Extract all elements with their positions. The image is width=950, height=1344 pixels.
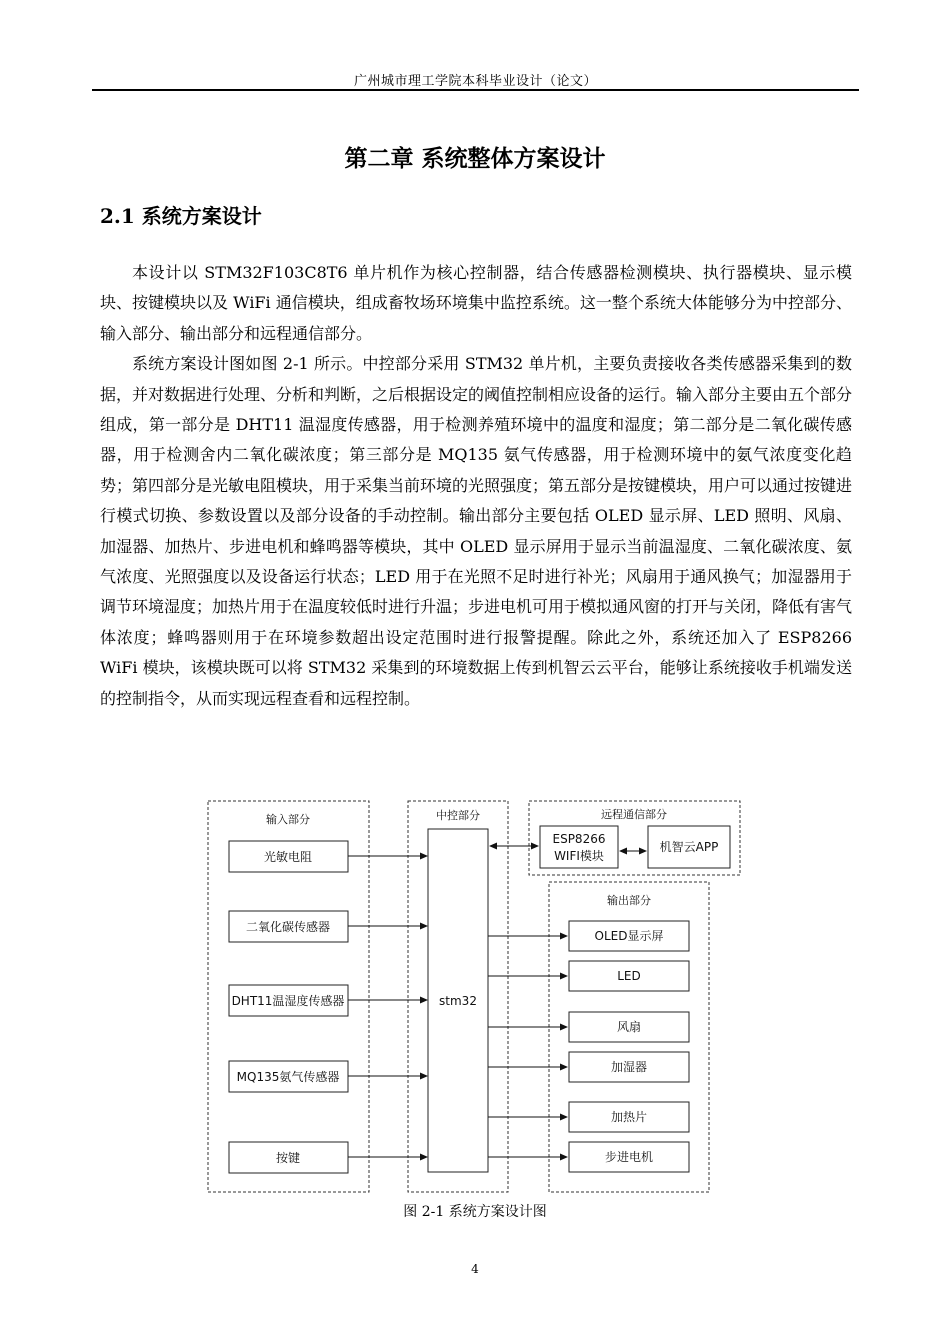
paragraph-1: 本设计以 STM32F103C8T6 单片机作为核心控制器，结合传感器检测模块、执行器模块、显示模块、按键模块以及 WiFi 通信模块，组成畜牧场环境集中监控系统。这一整个系统大体能够分为中控部分、输入部分、输出部分和远程通信部分。 xyxy=(100,263,852,343)
output-label-stepper: 步进电机 xyxy=(604,1150,654,1164)
app-label: 机智云APP xyxy=(659,840,719,854)
output-label-heater: 加热片 xyxy=(610,1110,648,1124)
section-title: 2.1 系统方案设计 xyxy=(100,204,262,228)
mcu-label: stm32 xyxy=(439,994,477,1008)
input-group-title: 输入部分 xyxy=(266,813,310,826)
output-group-title: 输出部分 xyxy=(607,894,651,907)
center-group-title: 中控部分 xyxy=(436,809,480,822)
input-label-dht11: DHT11温湿度传感器 xyxy=(231,994,345,1008)
input-label-co2-sensor: 二氧化碳传感器 xyxy=(245,920,331,934)
output-label-led: LED xyxy=(617,969,641,983)
remote-group-title: 远程通信部分 xyxy=(601,808,667,821)
figure-caption: 图 2-1 系统方案设计图 xyxy=(403,1204,547,1220)
input-label-mq135: MQ135氨气传感器 xyxy=(236,1070,340,1084)
output-label-humidifier: 加湿器 xyxy=(610,1060,648,1074)
running-header: 广州城市理工学院本科毕业设计（论文） xyxy=(353,74,597,89)
page-number: 4 xyxy=(471,1262,479,1276)
input-label-light-sensor: 光敏电阻 xyxy=(263,850,313,864)
paragraph-2: 系统方案设计图如图 2-1 所示。中控部分采用 STM32 单片机，主要负责接收各类传感器采集到的数据，并对数据进行处理、分析和判断，之后根据设定的阈值控制相应设备的运行。输入部分主要由五个部分组成，第一部分是 DHT11 温湿度传感器，用于检测养殖环境中的温度和湿度；第二部分是二氧化碳传感器，用于检测舍内二氧化碳浓度；第三部分是 MQ135 氨气传感器，用于检测环境中的氨气浓度变化趋势；第四部分是光敏电阻模块，用于采集当前环境的光照强度；第五部分是按键模块，用户可以通过按键进行模式切换、参数设置以及部分设备的手动控制。输出部分主要包括 OLED 显示屏、LED 照明、风扇、加湿器、加热片、步进电机和蜂鸣器等模块，其中 OLED 显示屏用于显示当前温湿度、二氧化碳浓度、氨气浓度、光照强度以及设备运行状态；LED 用于在光照不足时进行补光；风扇用于通风换气；加湿器用于调节环境湿度；加热片用于在温度较低时进行升温；步进电机可用于模拟通风窗的打开与关闭，降低有害气体浓度；蜂鸣器则用于在环境参数超出设定范围时进行报警提醒。除此之外，系统还加入了 ESP8266 WiFi 模块，该模块既可以将 STM32 采集到的环境数据上传到机智云云平台，能够让系统接收手机端发送的控制指令，从而实现远程查看和远程控制。 xyxy=(100,354,853,708)
wifi-module-label-2: WIFI模块 xyxy=(554,849,604,863)
wifi-module-label-1: ESP8266 xyxy=(552,832,606,846)
output-label-fan: 风扇 xyxy=(616,1020,642,1034)
output-label-oled: OLED显示屏 xyxy=(594,929,664,943)
chapter-title: 第二章 系统整体方案设计 xyxy=(344,145,606,172)
input-label-key: 按键 xyxy=(275,1151,301,1165)
